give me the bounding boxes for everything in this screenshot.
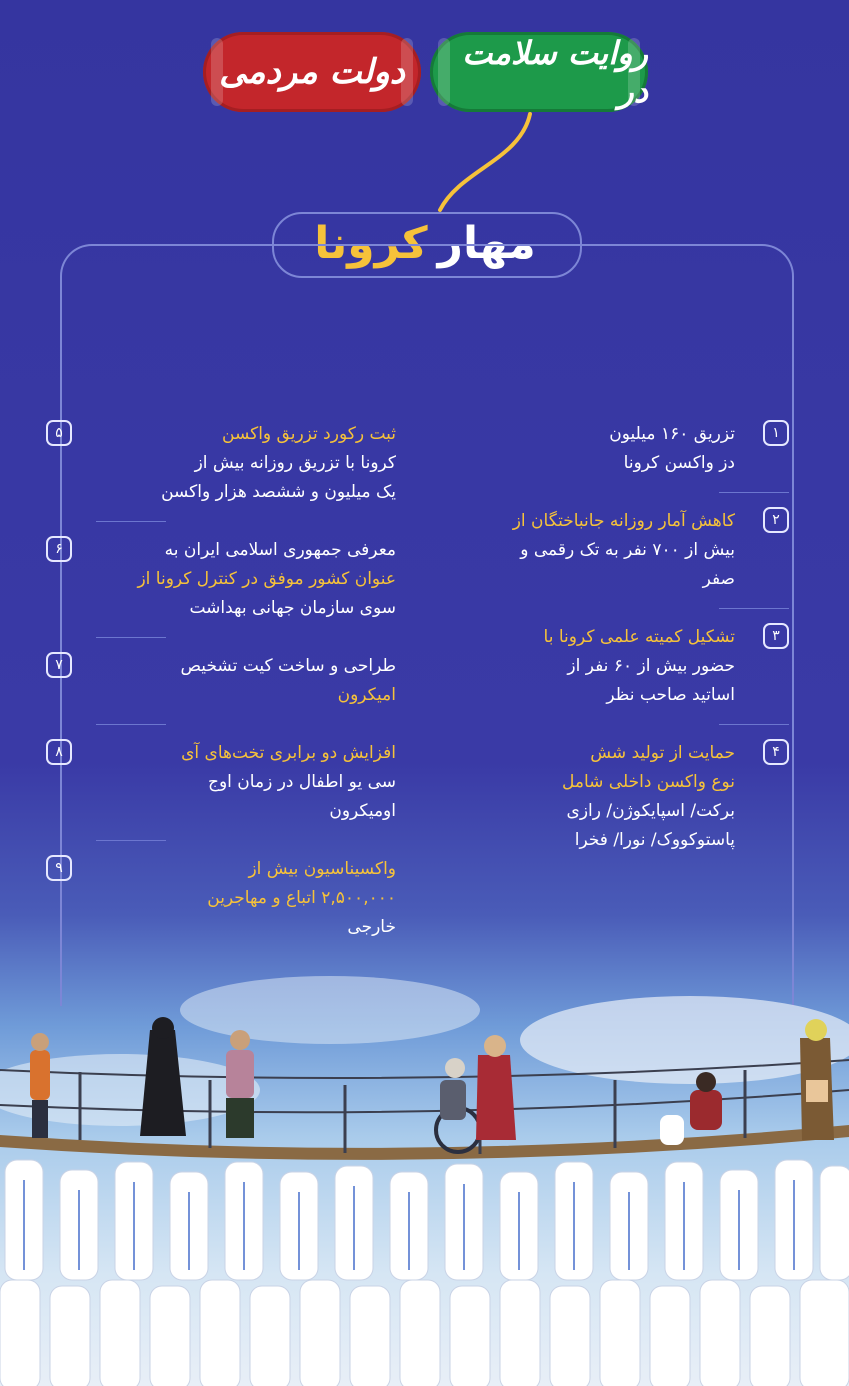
item-number: ۵ — [46, 420, 72, 446]
divider — [96, 637, 166, 638]
swoosh-ornament — [400, 110, 540, 220]
item-number: ۱ — [763, 420, 789, 446]
item-line: حمایت از تولید شش — [590, 743, 735, 763]
item-number: ۹ — [46, 855, 72, 881]
item-line: واکسیناسیون بیش از — [248, 859, 396, 879]
item-number: ۸ — [46, 739, 72, 765]
divider — [96, 840, 166, 841]
item-text — [489, 420, 735, 478]
column-right — [489, 420, 789, 855]
item-text — [96, 855, 396, 942]
title-word-mahar: مهار — [437, 217, 536, 269]
column-left — [55, 420, 396, 942]
badge-right-text: روایت سلامت در — [462, 34, 648, 110]
list-item-6 — [55, 536, 396, 623]
item-line: کرونا با تزریق روزانه بیش از — [194, 453, 396, 473]
list-item-9 — [55, 855, 396, 942]
list-item-7 — [55, 652, 396, 710]
item-line: برکت/ اسپایکوژن/ رازی — [566, 801, 735, 821]
item-line: دز واکسن کرونا — [623, 453, 735, 473]
item-number: ۳ — [763, 623, 789, 649]
list-item-8 — [55, 739, 396, 826]
item-text — [489, 623, 735, 710]
title-word-corona: کرونا — [314, 217, 428, 269]
item-line: طراحی و ساخت کیت تشخیص — [180, 656, 396, 676]
badge-revayat-salamat — [430, 32, 648, 112]
list-item-2 — [489, 507, 789, 594]
item-line: نوع واکسن داخلی شامل — [561, 772, 735, 792]
item-line: یک میلیون و ششصد هزار واکسن — [161, 482, 396, 502]
item-number: ۶ — [46, 536, 72, 562]
item-text — [96, 420, 396, 507]
item-text — [96, 739, 396, 826]
item-text — [96, 652, 396, 710]
item-line: تزریق ۱۶۰ میلیون — [609, 424, 735, 444]
item-line: سی یو اطفال در زمان اوج — [208, 772, 396, 792]
item-line: بیش از ۷۰۰ نفر به تک رقمی و صفر — [520, 540, 735, 589]
badge-left-text: دولت مردمی — [219, 52, 405, 92]
divider — [96, 521, 166, 522]
divider — [719, 608, 789, 609]
list-item-1 — [489, 420, 789, 478]
item-line: پاستوکووک/ نورا/ فخرا — [574, 830, 735, 850]
item-text — [489, 739, 735, 855]
item-line: افزایش دو برابری تخت‌های آی — [181, 743, 396, 763]
bridge-scene-illustration — [0, 940, 849, 1386]
item-line: سوی سازمان جهانی بهداشت — [189, 598, 396, 618]
divider — [96, 724, 166, 725]
item-line: معرفی جمهوری اسلامی ایران به — [164, 540, 396, 560]
item-line: عنوان کشور موفق در کنترل کرونا از — [137, 569, 396, 589]
divider — [719, 492, 789, 493]
list-item-3 — [489, 623, 789, 710]
item-line: امیکرون — [337, 685, 396, 705]
item-number: ۴ — [763, 739, 789, 765]
item-number: ۷ — [46, 652, 72, 678]
item-line: ۲,۵۰۰,۰۰۰ اتباع و مهاجرین — [207, 888, 396, 908]
item-line: خارجی — [347, 917, 396, 937]
item-line: حضور بیش از ۶۰ نفر از — [567, 656, 735, 676]
item-line: ثبت رکورد تزریق واکسن — [222, 424, 396, 444]
divider — [719, 724, 789, 725]
item-number: ۲ — [763, 507, 789, 533]
item-line: تشکیل کمیته علمی کرونا با — [543, 627, 735, 647]
badge-dowlat-mardomi — [203, 32, 421, 112]
item-line: کاهش آمار روزانه جانباختگان از — [512, 511, 735, 531]
list-item-4 — [489, 739, 789, 855]
item-line: اساتید صاحب نظر — [606, 685, 735, 705]
item-text — [489, 507, 735, 594]
item-line: اومیکرون — [329, 801, 396, 821]
list-item-5 — [55, 420, 396, 507]
item-text — [96, 536, 396, 623]
